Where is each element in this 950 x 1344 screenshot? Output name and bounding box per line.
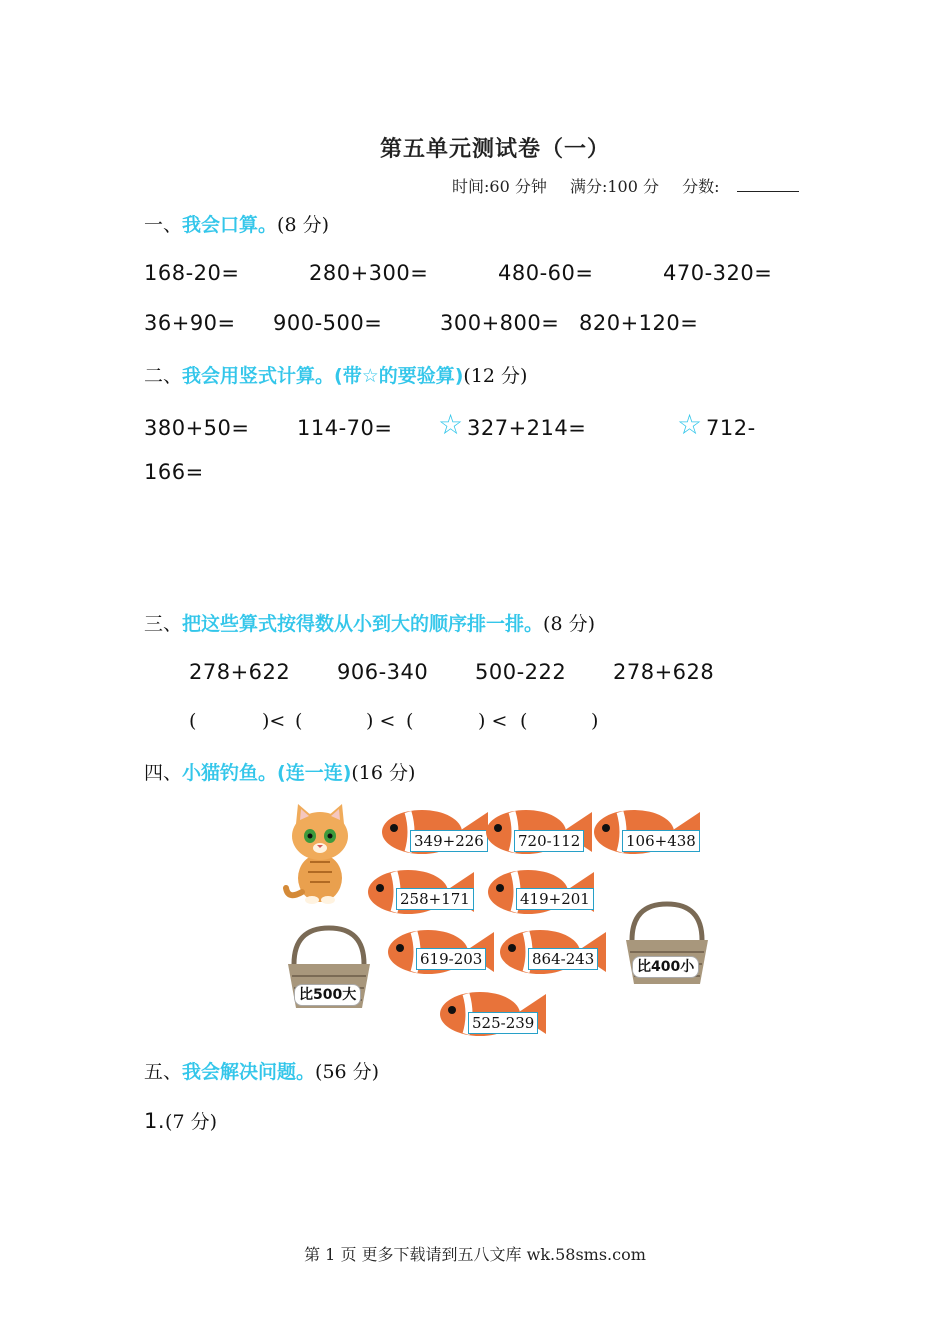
calc-item: 36+90= bbox=[144, 311, 236, 335]
calc-item: 300+800= bbox=[440, 311, 560, 335]
section-3-heading bbox=[144, 609, 595, 636]
section-title: 我会解决问题。 bbox=[182, 1061, 316, 1083]
calc-item: 280+300= bbox=[309, 261, 429, 285]
calc-item: 480-60= bbox=[498, 261, 594, 285]
section-points: (56 分) bbox=[315, 1061, 380, 1083]
fish-item[interactable] bbox=[592, 806, 702, 858]
fish-item[interactable] bbox=[486, 866, 596, 918]
basket-label: 比400小 bbox=[632, 956, 699, 978]
fish-item[interactable] bbox=[386, 926, 496, 978]
section-2-heading bbox=[144, 361, 527, 388]
fish-label: 258+171 bbox=[396, 888, 474, 910]
order-item: 278+622 bbox=[189, 660, 291, 684]
fish-label: 349+226 bbox=[410, 830, 488, 852]
score-label: 分数: bbox=[682, 177, 720, 196]
page-title: 第五单元测试卷（一） bbox=[379, 136, 610, 162]
star-icon: ☆ bbox=[438, 408, 464, 441]
order-paren: ( bbox=[406, 710, 414, 732]
question-points: (7 分) bbox=[165, 1111, 218, 1133]
section-4-heading bbox=[144, 758, 415, 785]
section-title: 我会口算。 bbox=[182, 214, 278, 236]
section-points: (16 分) bbox=[351, 762, 416, 784]
calc-item: 900-500= bbox=[273, 311, 383, 335]
order-paren: )< bbox=[262, 710, 286, 732]
vertical-calc-item: 114-70= bbox=[297, 416, 393, 440]
basket-right[interactable] bbox=[622, 900, 712, 988]
fish-item[interactable] bbox=[438, 988, 548, 1040]
order-paren: ) < bbox=[478, 710, 508, 732]
order-paren: ) bbox=[591, 710, 599, 732]
calc-item: 168-20= bbox=[144, 261, 240, 285]
exam-meta bbox=[452, 174, 817, 197]
basket-label: 比500大 bbox=[294, 984, 361, 1006]
question-1 bbox=[144, 1107, 217, 1134]
order-paren: ( bbox=[520, 710, 528, 732]
fish-item[interactable] bbox=[366, 866, 476, 918]
calc-item: 820+120= bbox=[579, 311, 699, 335]
section-1-heading bbox=[144, 210, 329, 237]
order-paren: ( bbox=[189, 710, 197, 732]
section-number: 五、 bbox=[144, 1061, 183, 1083]
vertical-calc-item: 380+50= bbox=[144, 416, 250, 440]
basket-left[interactable] bbox=[284, 924, 374, 1012]
section-points: (12 分) bbox=[463, 365, 528, 387]
fish-label: 419+201 bbox=[516, 888, 594, 910]
section-5-heading bbox=[144, 1057, 379, 1084]
order-paren: ) < bbox=[366, 710, 396, 732]
section-title: 我会用竖式计算。(带☆的要验算) bbox=[182, 365, 464, 387]
fish-label: 106+438 bbox=[622, 830, 700, 852]
calc-item: 470-320= bbox=[663, 261, 773, 285]
order-paren: ( bbox=[295, 710, 303, 732]
fish-label: 619-203 bbox=[416, 948, 486, 970]
score-blank[interactable] bbox=[737, 177, 799, 192]
section-number: 二、 bbox=[144, 365, 183, 387]
section-number: 三、 bbox=[144, 613, 183, 635]
question-number: 1. bbox=[144, 1109, 166, 1133]
fish-label: 864-243 bbox=[528, 948, 598, 970]
vertical-calc-continuation: 166= bbox=[144, 460, 204, 484]
section-number: 四、 bbox=[144, 762, 183, 784]
order-item: 906-340 bbox=[337, 660, 429, 684]
cat-illustration bbox=[280, 800, 360, 906]
page-footer: 第 1 页 更多下载请到五八文库 wk.58sms.com bbox=[304, 1245, 646, 1264]
fish-label: 525-239 bbox=[468, 1012, 538, 1034]
fish-item[interactable] bbox=[484, 806, 594, 858]
section-title: 小猫钓鱼。(连一连) bbox=[182, 762, 352, 784]
section-title: 把这些算式按得数从小到大的顺序排一排。 bbox=[182, 613, 544, 635]
time-limit: 时间:60 分钟 bbox=[452, 177, 547, 196]
star-icon: ☆ bbox=[677, 408, 703, 441]
vertical-calc-item-starred: ☆ 712- bbox=[677, 408, 756, 441]
order-item: 278+628 bbox=[613, 660, 715, 684]
section-points: (8 分) bbox=[277, 214, 329, 236]
fish-item[interactable] bbox=[380, 806, 490, 858]
fish-item[interactable] bbox=[498, 926, 608, 978]
section-points: (8 分) bbox=[543, 613, 595, 635]
order-item: 500-222 bbox=[475, 660, 567, 684]
full-marks: 满分:100 分 bbox=[569, 177, 659, 196]
vertical-calc-item-starred: ☆ 327+214= bbox=[438, 408, 587, 441]
section-number: 一、 bbox=[144, 214, 183, 236]
fish-label: 720-112 bbox=[514, 830, 584, 852]
